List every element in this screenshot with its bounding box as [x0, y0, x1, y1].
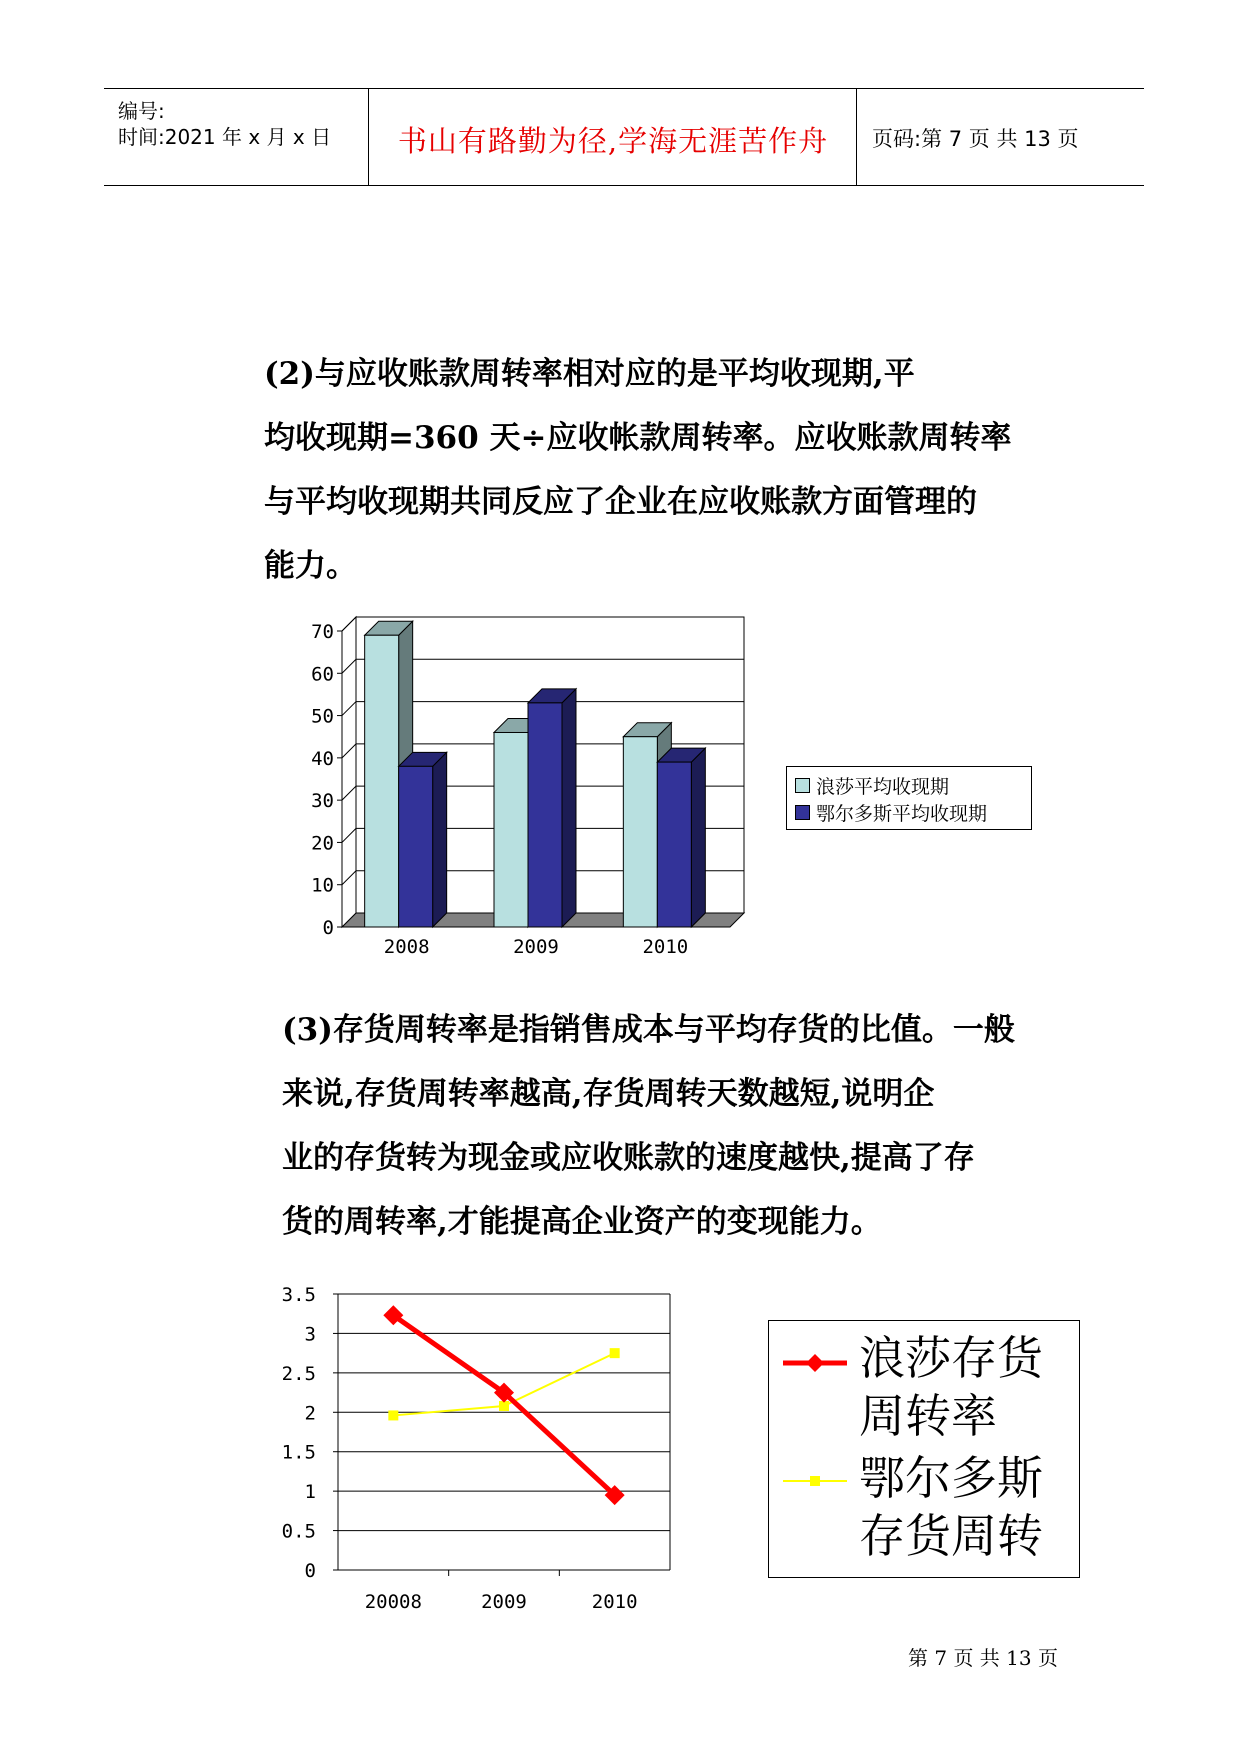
header-motto-cell [370, 89, 857, 185]
data-point-ordos [388, 1410, 398, 1420]
bar [528, 703, 562, 927]
bar-side [433, 752, 447, 927]
bar [494, 732, 528, 927]
plot-area [338, 1294, 670, 1570]
legend-label: 周转率 [859, 1389, 997, 1443]
y-tick-label: 0.5 [281, 1520, 316, 1543]
page-code: 页码:第 7 页 共 13 页 [872, 127, 1079, 151]
legend-marker-red [781, 1353, 851, 1373]
number-label: 编号: [118, 99, 165, 123]
legend-entry [781, 1449, 1071, 1567]
line-chart-inventory-turnover [280, 1280, 680, 1610]
header-page-cell [858, 89, 1144, 185]
x-tick-label: 2009 [513, 936, 559, 958]
legend-entry [781, 1329, 1071, 1447]
legend-label: 鄂尔多斯平均收现期 [816, 802, 988, 825]
legend-entry [795, 773, 949, 797]
x-tick-label: 2009 [481, 1591, 527, 1610]
bar-chart-collection-period [300, 615, 770, 960]
y-tick-label: 3.5 [281, 1284, 316, 1306]
y-tick-label: 30 [311, 790, 334, 813]
paragraph-line: 来说,存货周转率越高,存货周转天数越短,说明企 [282, 1076, 935, 1112]
y-tick-label: 0 [322, 917, 334, 939]
data-point-ordos [610, 1348, 620, 1358]
paragraph-inventory [282, 998, 1064, 1254]
bar-side [562, 689, 576, 927]
y-tick-label: 1.5 [281, 1441, 316, 1464]
bar [399, 766, 433, 927]
legend-swatch [795, 805, 810, 820]
y-tick-label: 60 [311, 663, 334, 686]
x-tick-label: 2010 [642, 936, 689, 958]
bar-chart-legend [786, 766, 1032, 830]
line-chart-legend [768, 1320, 1080, 1578]
y-tick-label: 10 [311, 874, 334, 897]
y-tick-label: 0 [304, 1560, 316, 1582]
paragraph-line: 均收现期=360 天÷应收帐款周转率。应收账款周转率 [264, 420, 1012, 456]
y-tick-label: 50 [311, 705, 334, 728]
paragraph-line: 货的周转率,才能提高企业资产的变现能力。 [282, 1204, 882, 1240]
y-tick-label: 20 [311, 832, 334, 855]
x-tick-label: 2008 [383, 936, 430, 958]
legend-swatch [795, 778, 810, 793]
bar [365, 635, 399, 927]
legend-entry [795, 800, 987, 824]
plot-side-wall [342, 617, 356, 927]
y-tick-label: 1 [304, 1481, 316, 1504]
paragraph-line: 业的存货转为现金或应收账款的速度越快,提高了存 [282, 1140, 975, 1176]
paragraph-receivable [264, 342, 1064, 598]
y-tick-label: 3 [304, 1323, 316, 1346]
legend-marker-yellow [781, 1471, 851, 1491]
x-tick-label: 2010 [591, 1591, 638, 1610]
y-tick-label: 2 [304, 1402, 316, 1425]
motto: 书山有路勤为径,学海无涯苦作舟 [397, 124, 829, 158]
legend-label: 鄂尔多斯 [859, 1451, 1043, 1505]
paragraph-line: 能力。 [264, 548, 357, 584]
legend-label: 浪莎平均收现期 [816, 775, 950, 798]
legend-label: 浪莎存货 [859, 1331, 1043, 1385]
document-header [104, 88, 1144, 186]
page-footer: 第 7 页 共 13 页 [908, 1646, 1058, 1670]
paragraph-line: (2)与应收账款周转率相对应的是平均收现期,平 [264, 356, 915, 392]
header-info-cell [104, 89, 369, 185]
bar [657, 762, 691, 927]
paragraph-line: 与平均收现期共同反应了企业在应收账款方面管理的 [264, 484, 977, 520]
paragraph-line: (3)存货周转率是指销售成本与平均存货的比值。一般 [282, 1012, 1015, 1048]
time-label: 时间:2021 年 x 月 x 日 [118, 125, 332, 149]
y-tick-label: 70 [311, 621, 334, 643]
y-tick-label: 40 [311, 747, 334, 770]
y-tick-label: 2.5 [281, 1362, 316, 1385]
legend-label: 存货周转 [859, 1509, 1043, 1563]
x-tick-label: 20008 [364, 1591, 422, 1610]
bar-side [691, 748, 705, 927]
bar [623, 737, 657, 927]
